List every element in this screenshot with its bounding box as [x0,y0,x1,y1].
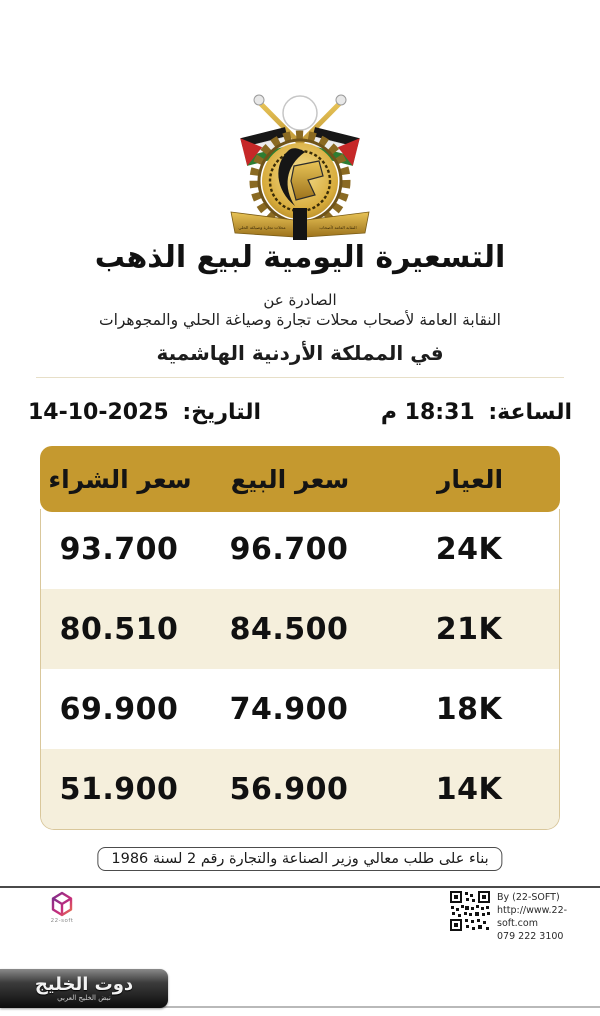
time-value: 18:31 م [380,399,475,425]
table-row [41,669,559,749]
karat-value: 24K [435,531,503,567]
watermark-banner [0,969,168,1008]
ribbon-text-right: النقابة العامة لأصحاب [319,225,357,230]
qr-code-icon [449,890,491,932]
pearl-orb-icon [283,96,317,130]
date-label: التاريخ: [182,399,262,425]
column-header-buy: سعر الشراء [48,464,192,494]
date-field [28,400,261,425]
ribbon-text-left: محلات تجارة وصياغة الحلي [238,225,286,230]
karat-value: 21K [435,611,503,647]
time-label: الساعة: [488,399,572,425]
soft-company-logo [49,891,75,917]
buy-price: 69.900 [59,691,179,727]
column-header-sell: سعر البيع [230,464,350,494]
credit-url: http://www.22-soft.com [497,905,568,929]
date-time-row [28,394,572,430]
ribbon-banner-icon [231,208,369,240]
issued-by-line: الصادرة عن [263,291,337,309]
divider [36,377,564,378]
karat-value: 18K [435,691,503,727]
date-value: 14-10-2025 [28,399,169,425]
issuer-line: النقابة العامة لأصحاب محلات تجارة وصياغة الحلي والمجوهرات [98,311,501,329]
credit-text [497,891,600,943]
sell-price: 84.500 [229,611,349,647]
buy-price: 51.900 [59,771,179,807]
watermark-tagline: نبض الخليج العربي [57,994,111,1002]
cube-logo-icon [49,891,75,917]
buy-price: 80.510 [59,611,179,647]
credit-by: By (22-SOFT) [497,892,560,903]
qr-code [449,890,491,932]
price-table-body [40,509,560,830]
credit-phone: 079 222 3100 [497,931,564,942]
sell-price: 56.900 [229,771,349,807]
buy-price: 93.700 [59,531,179,567]
page-title: التسعيرة اليومية لبيع الذهب [94,240,506,275]
syndicate-emblem-graphic [215,84,385,242]
footer-divider [0,886,600,888]
karat-value: 14K [435,771,503,807]
syndicate-emblem [215,84,385,242]
soft-logo-caption: 22-soft [50,918,74,924]
table-row [41,509,559,589]
column-header-karat: العيار [436,464,504,494]
sell-price: 96.700 [229,531,349,567]
sell-price: 74.900 [229,691,349,727]
table-row [41,589,559,669]
legal-note: بناء على طلب معالي وزير الصناعة والتجارة رقم 2 لسنة 1986 [97,847,502,871]
price-table-header [40,446,560,512]
watermark-name: دوت الخليج [34,974,134,995]
table-row [41,749,559,829]
country-line: في المملكة الأردنية الهاشمية [156,341,444,365]
time-field [381,400,572,425]
